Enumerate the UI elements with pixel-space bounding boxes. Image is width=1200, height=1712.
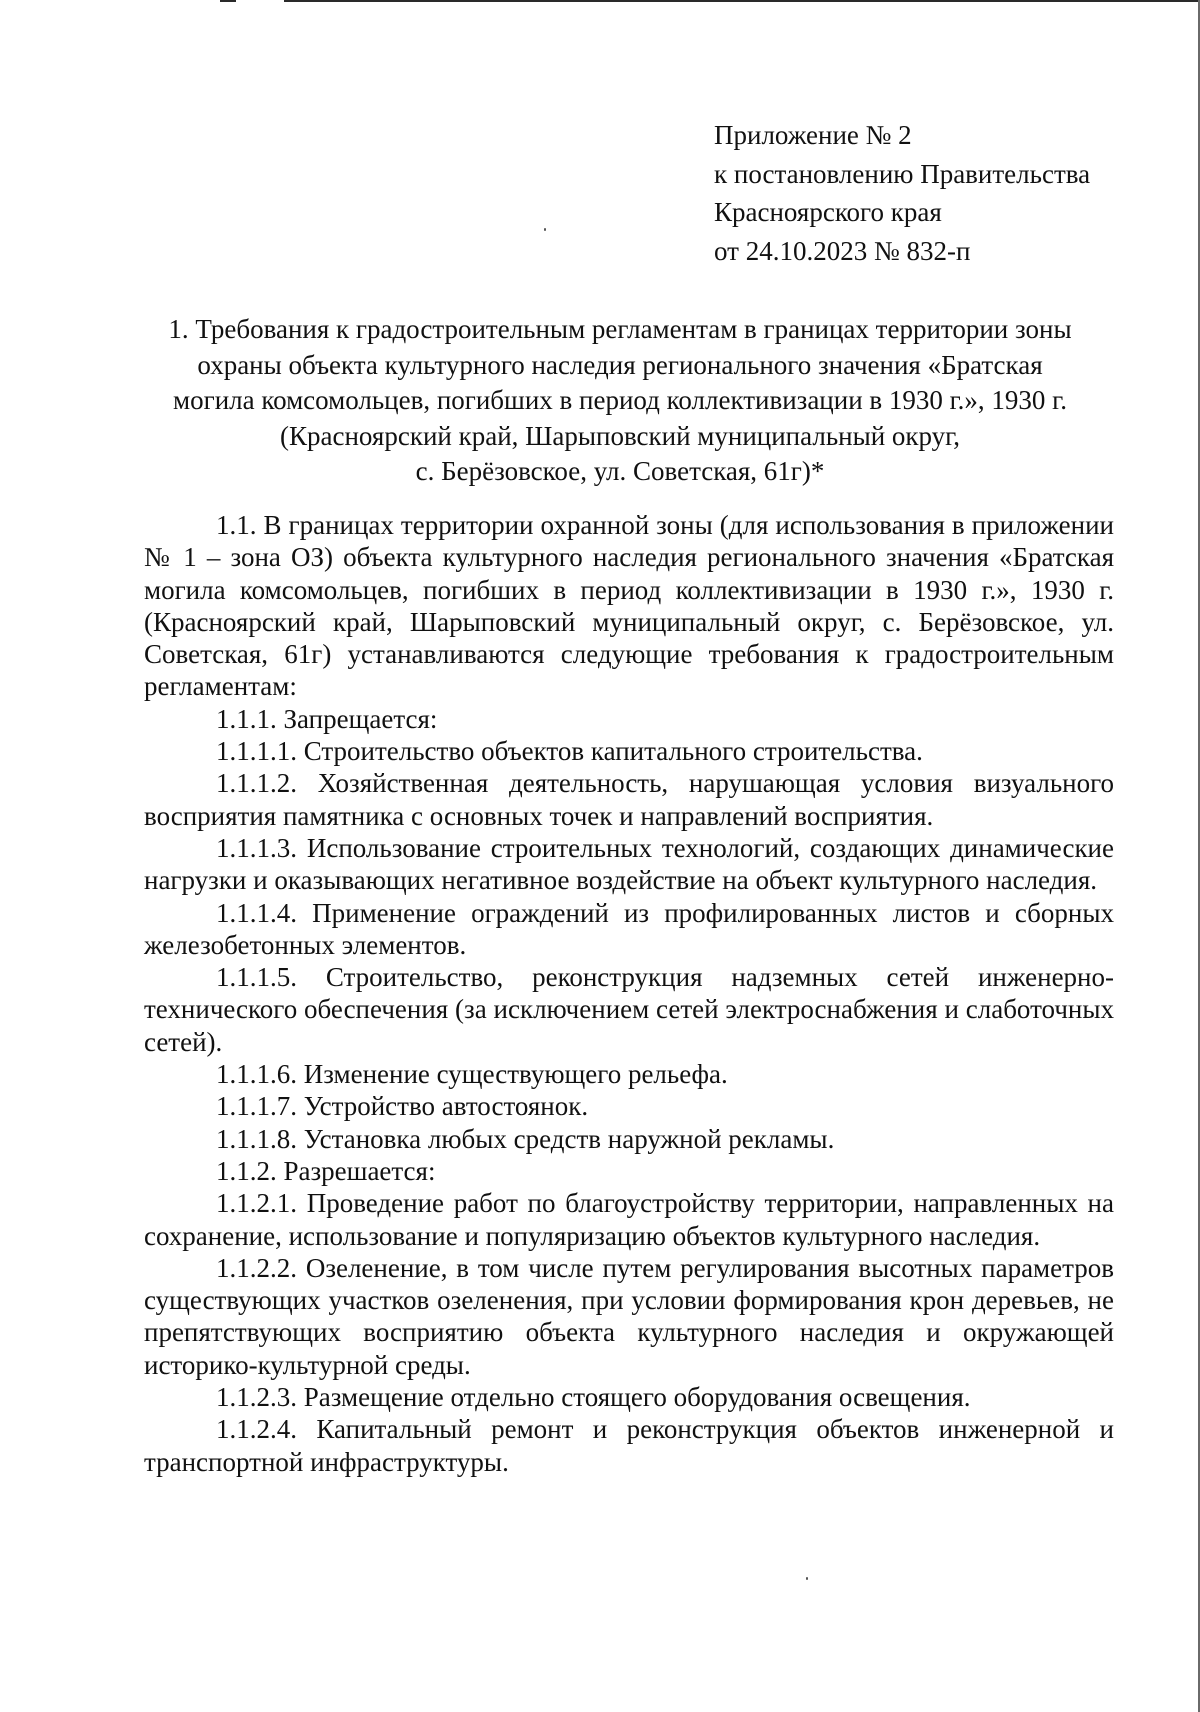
paragraph-1-1-2-1: 1.1.2.1. Проведение работ по благоустройству территории, направленных на сохранение, использование и популяризацию объектов культурного наследия. [144,1188,1114,1251]
title-line: охраны объекта культурного наследия регионального значения «Братская [197,349,1043,380]
scan-speck [544,228,546,231]
title-line: с. Берёзовское, ул. Советская, 61г)* [415,456,825,486]
appendix-line: от 24.10.2023 № 832-п [714,235,971,266]
title-line: 1. Требования к градостроительным регламентам в границах территории зоны [168,314,1072,344]
title-line: могила комсомольцев, погибших в период коллективизации в 1930 г.», 1930 г. [173,385,1067,415]
appendix-line: Красноярского края [714,197,942,227]
paragraph-1-1-1-6: 1.1.1.6. Изменение существующего рельефа. [216,1059,728,1090]
appendix-line: Приложение № 2 [714,120,912,150]
paragraph-1-1-1-2: 1.1.1.2. Хозяйственная деятельность, нарушающая условия визуального восприятия памятника с основных точек и направлений восприятия. [144,768,1114,831]
scan-top-edge-gap [236,0,284,2]
appendix-line: к постановлению Правительства [714,158,1091,189]
paragraph-1-1-1-7: 1.1.1.7. Устройство автостоянок. [216,1091,589,1122]
paragraph-1-1-2-2: 1.1.2.2. Озеленение, в том числе путем регулирования высотных параметров существующих участков озеленения, при условии формирования крон деревьев, не препятствующих восприятию объекта культурного наследия и окружающей историко-культурной среды. [144,1252,1114,1380]
paragraph-1-1: 1.1. В границах территории охранной зоны (для использования в приложении № 1 – зона ОЗ) объекта культурного наследия регионального значения «Братская могила комсомольцев, погибших в период коллективизации в 1930 г.», 1930 г. (Красноярский край, Шарыповский муниципальный округ, с. Берёзовское, ул. Советская, 61г) устанавливаются следующие требования к градостроительным регламентам: [144,510,1114,702]
appendix-header [714,116,1090,270]
scan-speck [806,1577,808,1580]
paragraph-1-1-1-8: 1.1.1.8. Установка любых средств наружной рекламы. [216,1123,835,1154]
paragraph-1-1-1-5: 1.1.1.5. Строительство, реконструкция надземных сетей инженерно-технического обеспечения (за исключением сетей электроснабжения и слаботочных сетей). [144,962,1114,1057]
paragraph-1-1-1-4: 1.1.1.4. Применение ограждений из профилированных листов и сборных железобетонных элементов. [144,897,1114,960]
scan-top-edge [220,0,1200,2]
document-title [140,312,1100,490]
paragraph-1-1-1-1: 1.1.1.1. Строительство объектов капитального строительства. [216,736,923,767]
paragraph-1-1-1: 1.1.1. Запрещается: [216,703,438,734]
document-body [144,509,1114,1478]
paragraph-1-1-2-4: 1.1.2.4. Капитальный ремонт и реконструкция объектов инженерной и транспортной инфраструктуры. [144,1414,1114,1477]
paragraph-1-1-2-3: 1.1.2.3. Размещение отдельно стоящего оборудования освещения. [216,1382,971,1413]
paragraph-1-1-1-3: 1.1.1.3. Использование строительных технологий, создающих динамические нагрузки и оказывающих негативное воздействие на объект культурного наследия. [144,832,1114,896]
title-line: (Красноярский край, Шарыповский муниципальный округ, [280,420,960,451]
paragraph-1-1-2: 1.1.2. Разрешается: [216,1155,436,1186]
